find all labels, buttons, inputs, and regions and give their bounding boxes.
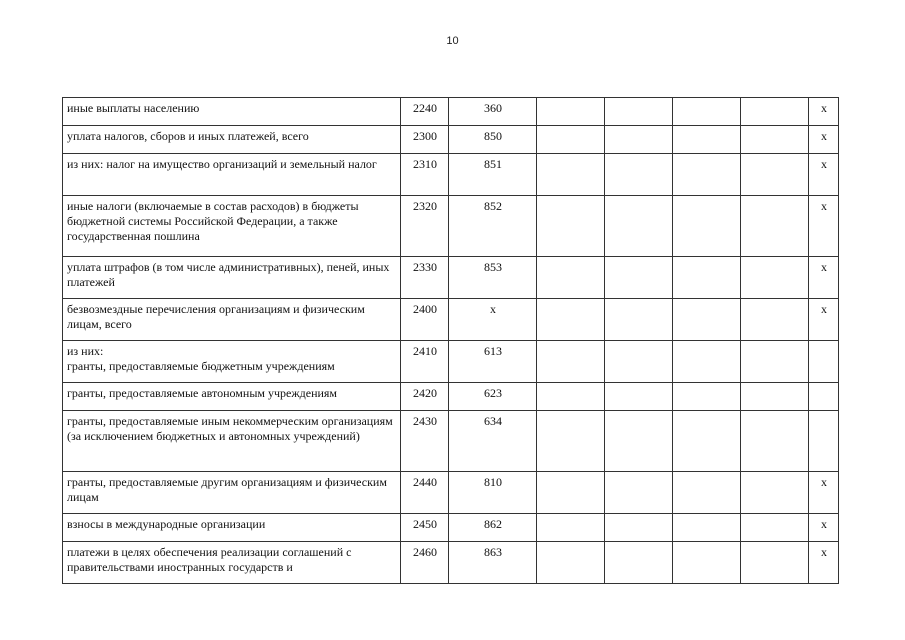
value-cell <box>741 514 809 542</box>
value-cell <box>605 472 673 514</box>
budget-code: 862 <box>449 514 537 542</box>
line-code: 2460 <box>401 542 449 584</box>
row-name: уплата налогов, сборов и иных платежей, всего <box>63 126 401 154</box>
value-cell <box>537 472 605 514</box>
table-row <box>63 299 839 341</box>
table-row <box>63 98 839 126</box>
value-cell-last: x <box>809 257 839 299</box>
budget-code: 623 <box>449 383 537 411</box>
budget-code: 634 <box>449 411 537 472</box>
value-cell <box>537 257 605 299</box>
budget-code: 850 <box>449 126 537 154</box>
value-cell-last: x <box>809 472 839 514</box>
value-cell <box>605 542 673 584</box>
value-cell <box>741 98 809 126</box>
value-cell <box>605 154 673 196</box>
value-cell-last <box>809 383 839 411</box>
value-cell <box>605 411 673 472</box>
value-cell <box>537 542 605 584</box>
table-row <box>63 514 839 542</box>
line-code: 2240 <box>401 98 449 126</box>
value-cell <box>605 126 673 154</box>
row-name: безвозмездные перечисления организациям и физическим лицам, всего <box>63 299 401 341</box>
line-code: 2330 <box>401 257 449 299</box>
row-name: иные налоги (включаемые в состав расходов) в бюджеты бюджетной системы Российской Федерации, а также государственная пошлина <box>63 196 401 257</box>
value-cell <box>605 257 673 299</box>
value-cell <box>741 341 809 383</box>
budget-code: 360 <box>449 98 537 126</box>
line-code: 2300 <box>401 126 449 154</box>
value-cell <box>741 154 809 196</box>
table-row <box>63 411 839 472</box>
row-name: взносы в международные организации <box>63 514 401 542</box>
value-cell <box>537 126 605 154</box>
row-name: иные выплаты населению <box>63 98 401 126</box>
value-cell <box>673 514 741 542</box>
value-cell <box>741 411 809 472</box>
line-code: 2320 <box>401 196 449 257</box>
value-cell <box>537 341 605 383</box>
row-name-prefix: из них: <box>67 344 104 358</box>
budget-code: 852 <box>449 196 537 257</box>
table-row <box>63 383 839 411</box>
value-cell <box>741 196 809 257</box>
value-cell-last: x <box>809 542 839 584</box>
value-cell <box>537 411 605 472</box>
value-cell-last: x <box>809 126 839 154</box>
line-code: 2400 <box>401 299 449 341</box>
value-cell <box>537 98 605 126</box>
value-cell-last: x <box>809 98 839 126</box>
value-cell <box>741 257 809 299</box>
value-cell <box>673 383 741 411</box>
value-cell <box>537 196 605 257</box>
value-cell <box>605 196 673 257</box>
value-cell <box>673 126 741 154</box>
budget-code: 613 <box>449 341 537 383</box>
value-cell <box>673 98 741 126</box>
row-name: уплата штрафов (в том числе административных), пеней, иных платежей <box>63 257 401 299</box>
value-cell <box>673 341 741 383</box>
line-code: 2310 <box>401 154 449 196</box>
table-row <box>63 341 839 383</box>
value-cell <box>673 257 741 299</box>
value-cell-last <box>809 341 839 383</box>
table-row <box>63 472 839 514</box>
budget-code: 863 <box>449 542 537 584</box>
value-cell-last: x <box>809 154 839 196</box>
value-cell <box>605 98 673 126</box>
value-cell <box>741 542 809 584</box>
table-row <box>63 257 839 299</box>
value-cell <box>741 126 809 154</box>
table-row <box>63 196 839 257</box>
line-code: 2420 <box>401 383 449 411</box>
value-cell <box>605 299 673 341</box>
value-cell <box>741 472 809 514</box>
row-name: из них: налог на имущество организаций и земельный налог <box>63 154 401 196</box>
row-name: гранты, предоставляемые другим организациям и физическим лицам <box>63 472 401 514</box>
line-code: 2440 <box>401 472 449 514</box>
row-name: гранты, предоставляемые автономным учреждениям <box>63 383 401 411</box>
value-cell <box>673 542 741 584</box>
value-cell-last <box>809 411 839 472</box>
line-code: 2430 <box>401 411 449 472</box>
budget-code: 853 <box>449 257 537 299</box>
value-cell <box>741 299 809 341</box>
value-cell <box>605 514 673 542</box>
value-cell <box>741 383 809 411</box>
line-code: 2410 <box>401 341 449 383</box>
value-cell <box>673 472 741 514</box>
table-row <box>63 154 839 196</box>
budget-code: x <box>449 299 537 341</box>
value-cell <box>537 383 605 411</box>
row-name: платежи в целях обеспечения реализации соглашений с правительствами иностранных государств и <box>63 542 401 584</box>
value-cell <box>537 154 605 196</box>
table-row <box>63 542 839 584</box>
value-cell <box>537 514 605 542</box>
value-cell <box>673 299 741 341</box>
budget-code: 810 <box>449 472 537 514</box>
row-name: гранты, предоставляемые иным некоммерческим организациям (за исключением бюджетных и автономных учреждений) <box>63 411 401 472</box>
expenditure-table <box>62 97 839 584</box>
row-name-cell <box>63 341 401 383</box>
row-name: гранты, предоставляемые бюджетным учреждениям <box>67 359 335 373</box>
budget-code: 851 <box>449 154 537 196</box>
value-cell-last: x <box>809 299 839 341</box>
value-cell-last: x <box>809 196 839 257</box>
value-cell-last: x <box>809 514 839 542</box>
value-cell <box>605 341 673 383</box>
value-cell <box>673 196 741 257</box>
value-cell <box>605 383 673 411</box>
line-code: 2450 <box>401 514 449 542</box>
page-number: 10 <box>446 35 459 47</box>
table-row <box>63 126 839 154</box>
value-cell <box>537 299 605 341</box>
value-cell <box>673 411 741 472</box>
value-cell <box>673 154 741 196</box>
